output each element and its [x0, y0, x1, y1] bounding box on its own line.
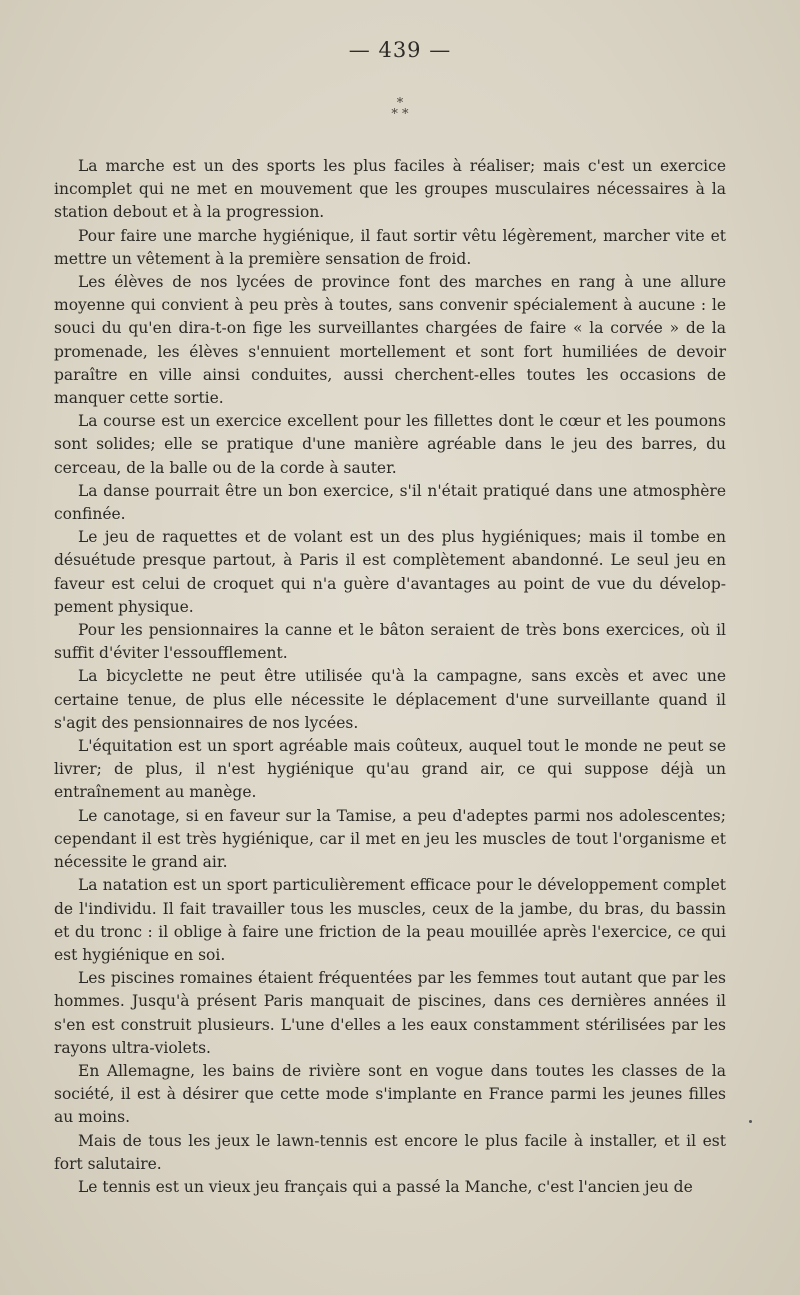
paragraph-danse: La danse pourrait être un bon exercice, s'il n'était pratiqué dans une atmosphère confinée. — [54, 481, 726, 524]
paragraph-canne: Pour les pensionnaires la canne et le bâton seraient de très bons exercices, où il suffit d'éviter l'essoufflement. — [54, 621, 726, 663]
paragraph-equitation: L'équitation est un sport agréable mais coûteux, auquel tout le monde ne peut se livrer; de plus, il n'est hygiénique qu'au grand air, ce qui suppose déjà un entraînement au manège. — [54, 737, 726, 802]
paragraph-lycees: Les élèves de nos lycées de province font des marches en rang à une allure moyenne qui convient à peu près à toutes, sans convenir spécialement à aucune : le souci du qu'en dira-t-on fige les surveillantes chargées de faire « la corvée » de la promenade, les élèves s'ennuient mortellement et sont fort humiliées de devoir paraître en ville ainsi conduites, aussi cherchent-elles toutes les occasions de manquer cette sortie. — [54, 273, 726, 408]
paragraph-allemagne: En Allemagne, les bains de rivière sont en vogue dans toutes les classes de la société, il est à désirer que cette mode s'implante en France parmi les jeunes filles au moins. — [54, 1061, 726, 1127]
body-text — [54, 155, 726, 1199]
paragraph-bicyclette: La bicyclette ne peut être utilisée qu'à la campagne, sans excès et avec une certaine tenue, de plus elle nécessite le déplacement d'une surveillante quand il s'agit des pensionnaires de nos lycées. — [54, 667, 726, 732]
paragraph-piscines: Les piscines romaines étaient fréquentées par les femmes tout autant que par les hommes. Jusqu'à présent Paris manquait de piscines, dans ces dernières années il s'en est construit plusieurs. L'une d'elles a les eaux constamment stérilisées par les rayons ultra-violets. — [54, 969, 726, 1057]
margin-speck — [749, 1120, 752, 1123]
asterism-bottom: * * — [391, 107, 409, 122]
asterism-top: * — [396, 96, 404, 111]
page-number: — 439 — — [348, 38, 452, 62]
paragraph-lawn-tennis: Mais de tous les jeux le lawn-tennis est encore le plus facile à installer, et il est fort salutaire. — [54, 1131, 726, 1173]
section-ornament — [0, 98, 800, 120]
paragraph-canotage: Le canotage, si en faveur sur la Tamise, a peu d'adeptes parmi nos adolescentes; cependant il est très hygiénique, car il met en jeu les muscles de tout l'organisme et nécessite le grand air. — [54, 806, 726, 872]
paragraph-marche: La marche est un des sports les plus faciles à réaliser; mais c'est un exercice incomplet qui ne met en mouvement que les groupes musculaires nécessaires à la station debout et à la progression. — [54, 157, 726, 222]
paragraph-course: La course est un exercice excellent pour les fillettes dont le cœur et les poumons sont solides; elle se pratique d'une manière agréable dans le jeu des barres, du cerceau, de la balle ou de la corde à sauter. — [54, 412, 726, 477]
paragraph-tennis: Le tennis est un vieux jeu français qui a passé la Manche, c'est l'ancien jeu de — [78, 1177, 693, 1196]
paragraph-marche-hygienique: Pour faire une marche hygiénique, il faut sortir vêtu légèrement, marcher vite et mettre un vêtement à la première sensation de froid. — [54, 226, 726, 268]
paragraph-natation: La natation est un sport particulièrement efficace pour le développement complet de l'individu. Il fait travailler tous les muscles, ceux de la jambe, du bras, du bassin et du tronc : il oblige à faire une friction de la peau mouillée après l'exercice, ce qui est hygiénique en soi. — [54, 876, 726, 964]
paragraph-raquettes: Le jeu de raquettes et de volant est un des plus hygiéniques; mais il tombe en désuétude presque partout, à Paris il est complètement abandonné. Le seul jeu en faveur est celui de croquet qui n'a guère d'avantages au point de vue du développement physique. — [54, 528, 726, 616]
